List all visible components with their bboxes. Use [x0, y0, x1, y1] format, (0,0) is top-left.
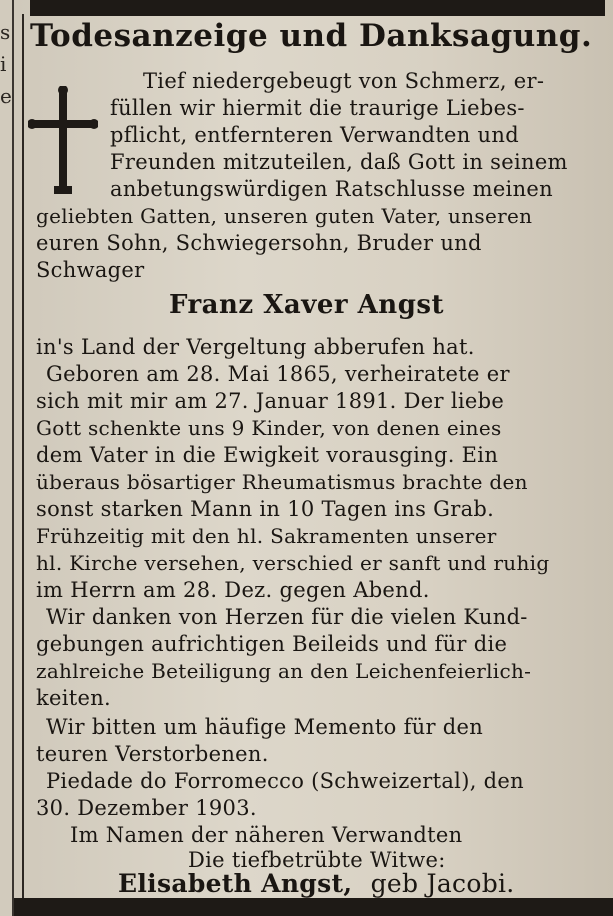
signature-suffix: geb Jacobi.	[370, 869, 515, 898]
body-line: Wir danken von Herzen für die vielen Kund-	[46, 605, 528, 629]
closing-line: Im Namen der näheren Verwandten	[70, 823, 463, 847]
deceased-name: Franz Xaver Angst	[168, 290, 445, 320]
body-line: dem Vater in die Ewigkeit vorausging. Ein	[36, 443, 499, 467]
body-line: überaus bösartiger Rheumatismus brachte den	[36, 470, 528, 494]
cross-icon	[28, 86, 98, 198]
body-line: Frühzeitig mit den hl. Sakramenten unserer	[36, 524, 497, 548]
body-line: hl. Kirche versehen, verschied er sanft und ruhig	[36, 551, 550, 575]
signature	[118, 870, 515, 897]
intro-line: füllen wir hiermit die traurige Liebes-	[110, 96, 525, 120]
intro-line: Freunden mitzuteilen, daß Gott in seinem	[110, 150, 568, 174]
body-line: 30. Dezember 1903.	[36, 796, 257, 820]
intro-line: geliebten Gatten, unseren guten Vater, unseren	[36, 204, 533, 228]
body-line: sich mit mir am 27. Januar 1891. Der liebe	[36, 389, 505, 413]
body-line: Piedade do Forromecco (Schweizertal), den	[46, 769, 524, 793]
body-line: in's Land der Vergeltung abberufen hat.	[36, 335, 475, 359]
body-line: teuren Verstorbenen.	[36, 742, 269, 766]
adjacent-column-edge	[0, 0, 14, 916]
notice-heading: Todesanzeige und Danksagung.	[30, 18, 593, 54]
closing-line: Die tiefbetrübte Witwe:	[188, 848, 446, 872]
body-line: im Herrn am 28. Dez. gegen Abend.	[36, 578, 430, 602]
adjacent-column-fragment: s	[0, 20, 11, 44]
intro-line: anbetungswürdigen Ratschlusse meinen	[110, 177, 553, 201]
body-line: zahlreiche Beteiligung an den Leichenfeierlich-	[36, 659, 532, 683]
adjacent-column-fragment: i	[0, 52, 7, 76]
body-line: keiten.	[36, 686, 112, 710]
intro-line: Tief niedergebeugt von Schmerz, er-	[143, 69, 545, 93]
body-line: Wir bitten um häufige Memento für den	[46, 715, 484, 739]
body-line: sonst starken Mann in 10 Tagen ins Grab.	[36, 497, 495, 521]
signature-name: Elisabeth Angst,	[118, 869, 353, 898]
intro-line: euren Sohn, Schwiegersohn, Bruder und	[36, 231, 482, 255]
intro-line: Schwager	[36, 258, 145, 282]
adjacent-column-fragment: e	[0, 84, 12, 108]
body-line: gebungen aufrichtigen Beileids und für die	[36, 632, 508, 656]
intro-line: pflicht, entfernteren Verwandten und	[110, 123, 519, 147]
bottom-border-rule	[14, 898, 613, 916]
body-line: Gott schenkte uns 9 Kinder, von denen eines	[36, 416, 502, 440]
body-line: Geboren am 28. Mai 1865, verheiratete er	[46, 362, 510, 386]
